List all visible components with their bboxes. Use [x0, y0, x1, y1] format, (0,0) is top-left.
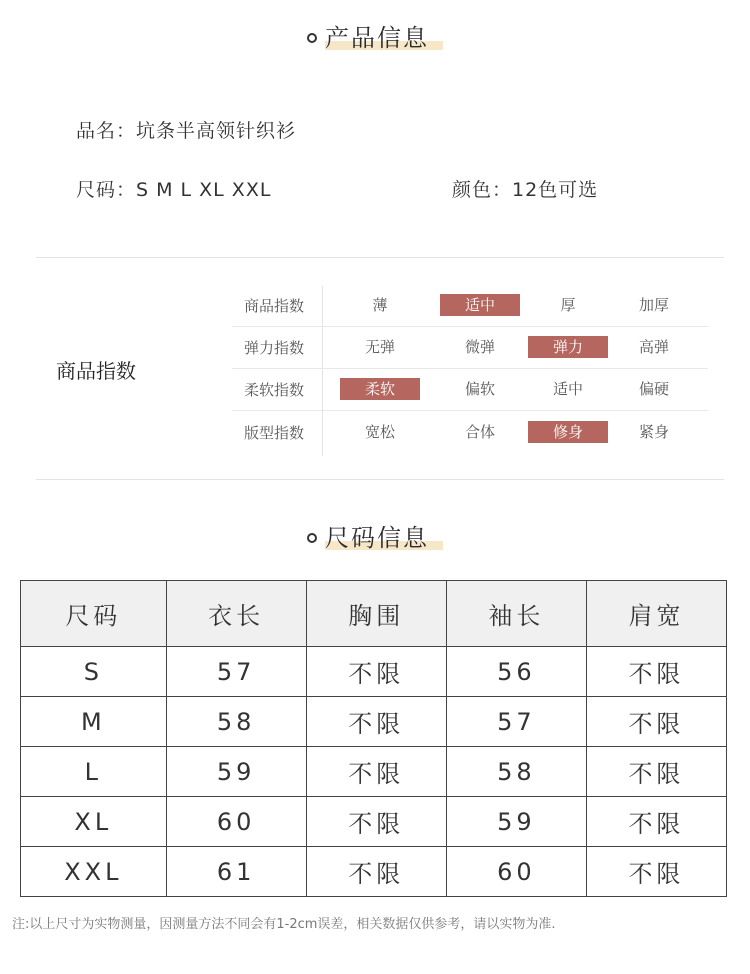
- table-cell: 不限: [306, 647, 446, 697]
- index-option-selected: 柔软: [340, 378, 420, 400]
- size-table: [20, 580, 727, 897]
- product-name: 品名：坑条半高领针织衫: [76, 120, 297, 142]
- index-option: 适中: [552, 380, 583, 398]
- table-row: [21, 697, 727, 747]
- index-option: 无弹: [364, 338, 395, 356]
- size-list: 尺码：S M L XL XXL: [76, 179, 272, 201]
- index-row-name: 版型指数: [244, 424, 305, 442]
- table-cell: S: [21, 647, 167, 697]
- table-cell: 不限: [306, 697, 446, 747]
- divider: [36, 479, 724, 480]
- index-label: 商品指数: [56, 359, 136, 383]
- table-cell: 57: [446, 697, 586, 747]
- index-option: 高弹: [638, 338, 669, 356]
- table-cell: XL: [21, 797, 167, 847]
- table-cell: 60: [166, 797, 306, 847]
- index-option-selected: 修身: [528, 421, 608, 443]
- index-row-name: 商品指数: [244, 297, 305, 315]
- index-option-selected: 弹力: [528, 336, 608, 358]
- divider: [36, 257, 724, 258]
- row-divider: [232, 410, 708, 411]
- table-cell: L: [21, 747, 167, 797]
- index-option: 偏软: [464, 380, 495, 398]
- index-option: 加厚: [638, 296, 669, 314]
- index-option: 紧身: [638, 423, 669, 441]
- measurement-note: 注:以上尺寸为实物测量，因测量方法不同会有1-2cm误差，相关数据仅供参考，请以实物为准.: [12, 917, 556, 932]
- size-table-header-cell: 衣长: [166, 581, 306, 647]
- size-table-header: [21, 581, 727, 647]
- index-row: [232, 327, 708, 369]
- index-option-selected: 适中: [440, 294, 520, 316]
- table-cell: 56: [446, 647, 586, 697]
- size-table-header-cell: 肩宽: [586, 581, 726, 647]
- size-table-header-cell: 尺码: [21, 581, 167, 647]
- table-cell: 58: [446, 747, 586, 797]
- table-cell: 59: [166, 747, 306, 797]
- table-cell: 不限: [586, 697, 726, 747]
- table-cell: 不限: [306, 847, 446, 897]
- index-option: 厚: [560, 296, 576, 314]
- index-option: 薄: [372, 296, 388, 314]
- index-option: 合体: [464, 423, 495, 441]
- table-cell: 61: [166, 847, 306, 897]
- table-cell: M: [21, 697, 167, 747]
- table-cell: 不限: [586, 647, 726, 697]
- table-cell: 不限: [586, 847, 726, 897]
- index-row-name: 弹力指数: [244, 339, 305, 357]
- table-cell: 60: [446, 847, 586, 897]
- size-table-header-cell: 胸围: [306, 581, 446, 647]
- table-cell: 不限: [586, 747, 726, 797]
- table-row: [21, 797, 727, 847]
- color-count: 颜色：12色可选: [452, 179, 599, 201]
- table-cell: 59: [446, 797, 586, 847]
- table-cell: XXL: [21, 847, 167, 897]
- table-row: [21, 747, 727, 797]
- index-row-name: 柔软指数: [244, 381, 305, 399]
- table-cell: 58: [166, 697, 306, 747]
- index-row: [232, 369, 708, 411]
- table-cell: 不限: [306, 797, 446, 847]
- table-cell: 不限: [306, 747, 446, 797]
- table-cell: 57: [166, 647, 306, 697]
- index-option: 宽松: [364, 423, 395, 441]
- index-option: 偏硬: [638, 380, 669, 398]
- size-table-header-cell: 袖长: [446, 581, 586, 647]
- index-option: 微弹: [464, 338, 495, 356]
- index-row: [232, 412, 708, 454]
- table-row: [21, 847, 727, 897]
- index-row: [232, 285, 708, 327]
- product-info-title: 产品信息: [0, 22, 750, 62]
- table-row: [21, 647, 727, 697]
- size-info-title: 尺码信息: [0, 522, 750, 562]
- table-cell: 不限: [586, 797, 726, 847]
